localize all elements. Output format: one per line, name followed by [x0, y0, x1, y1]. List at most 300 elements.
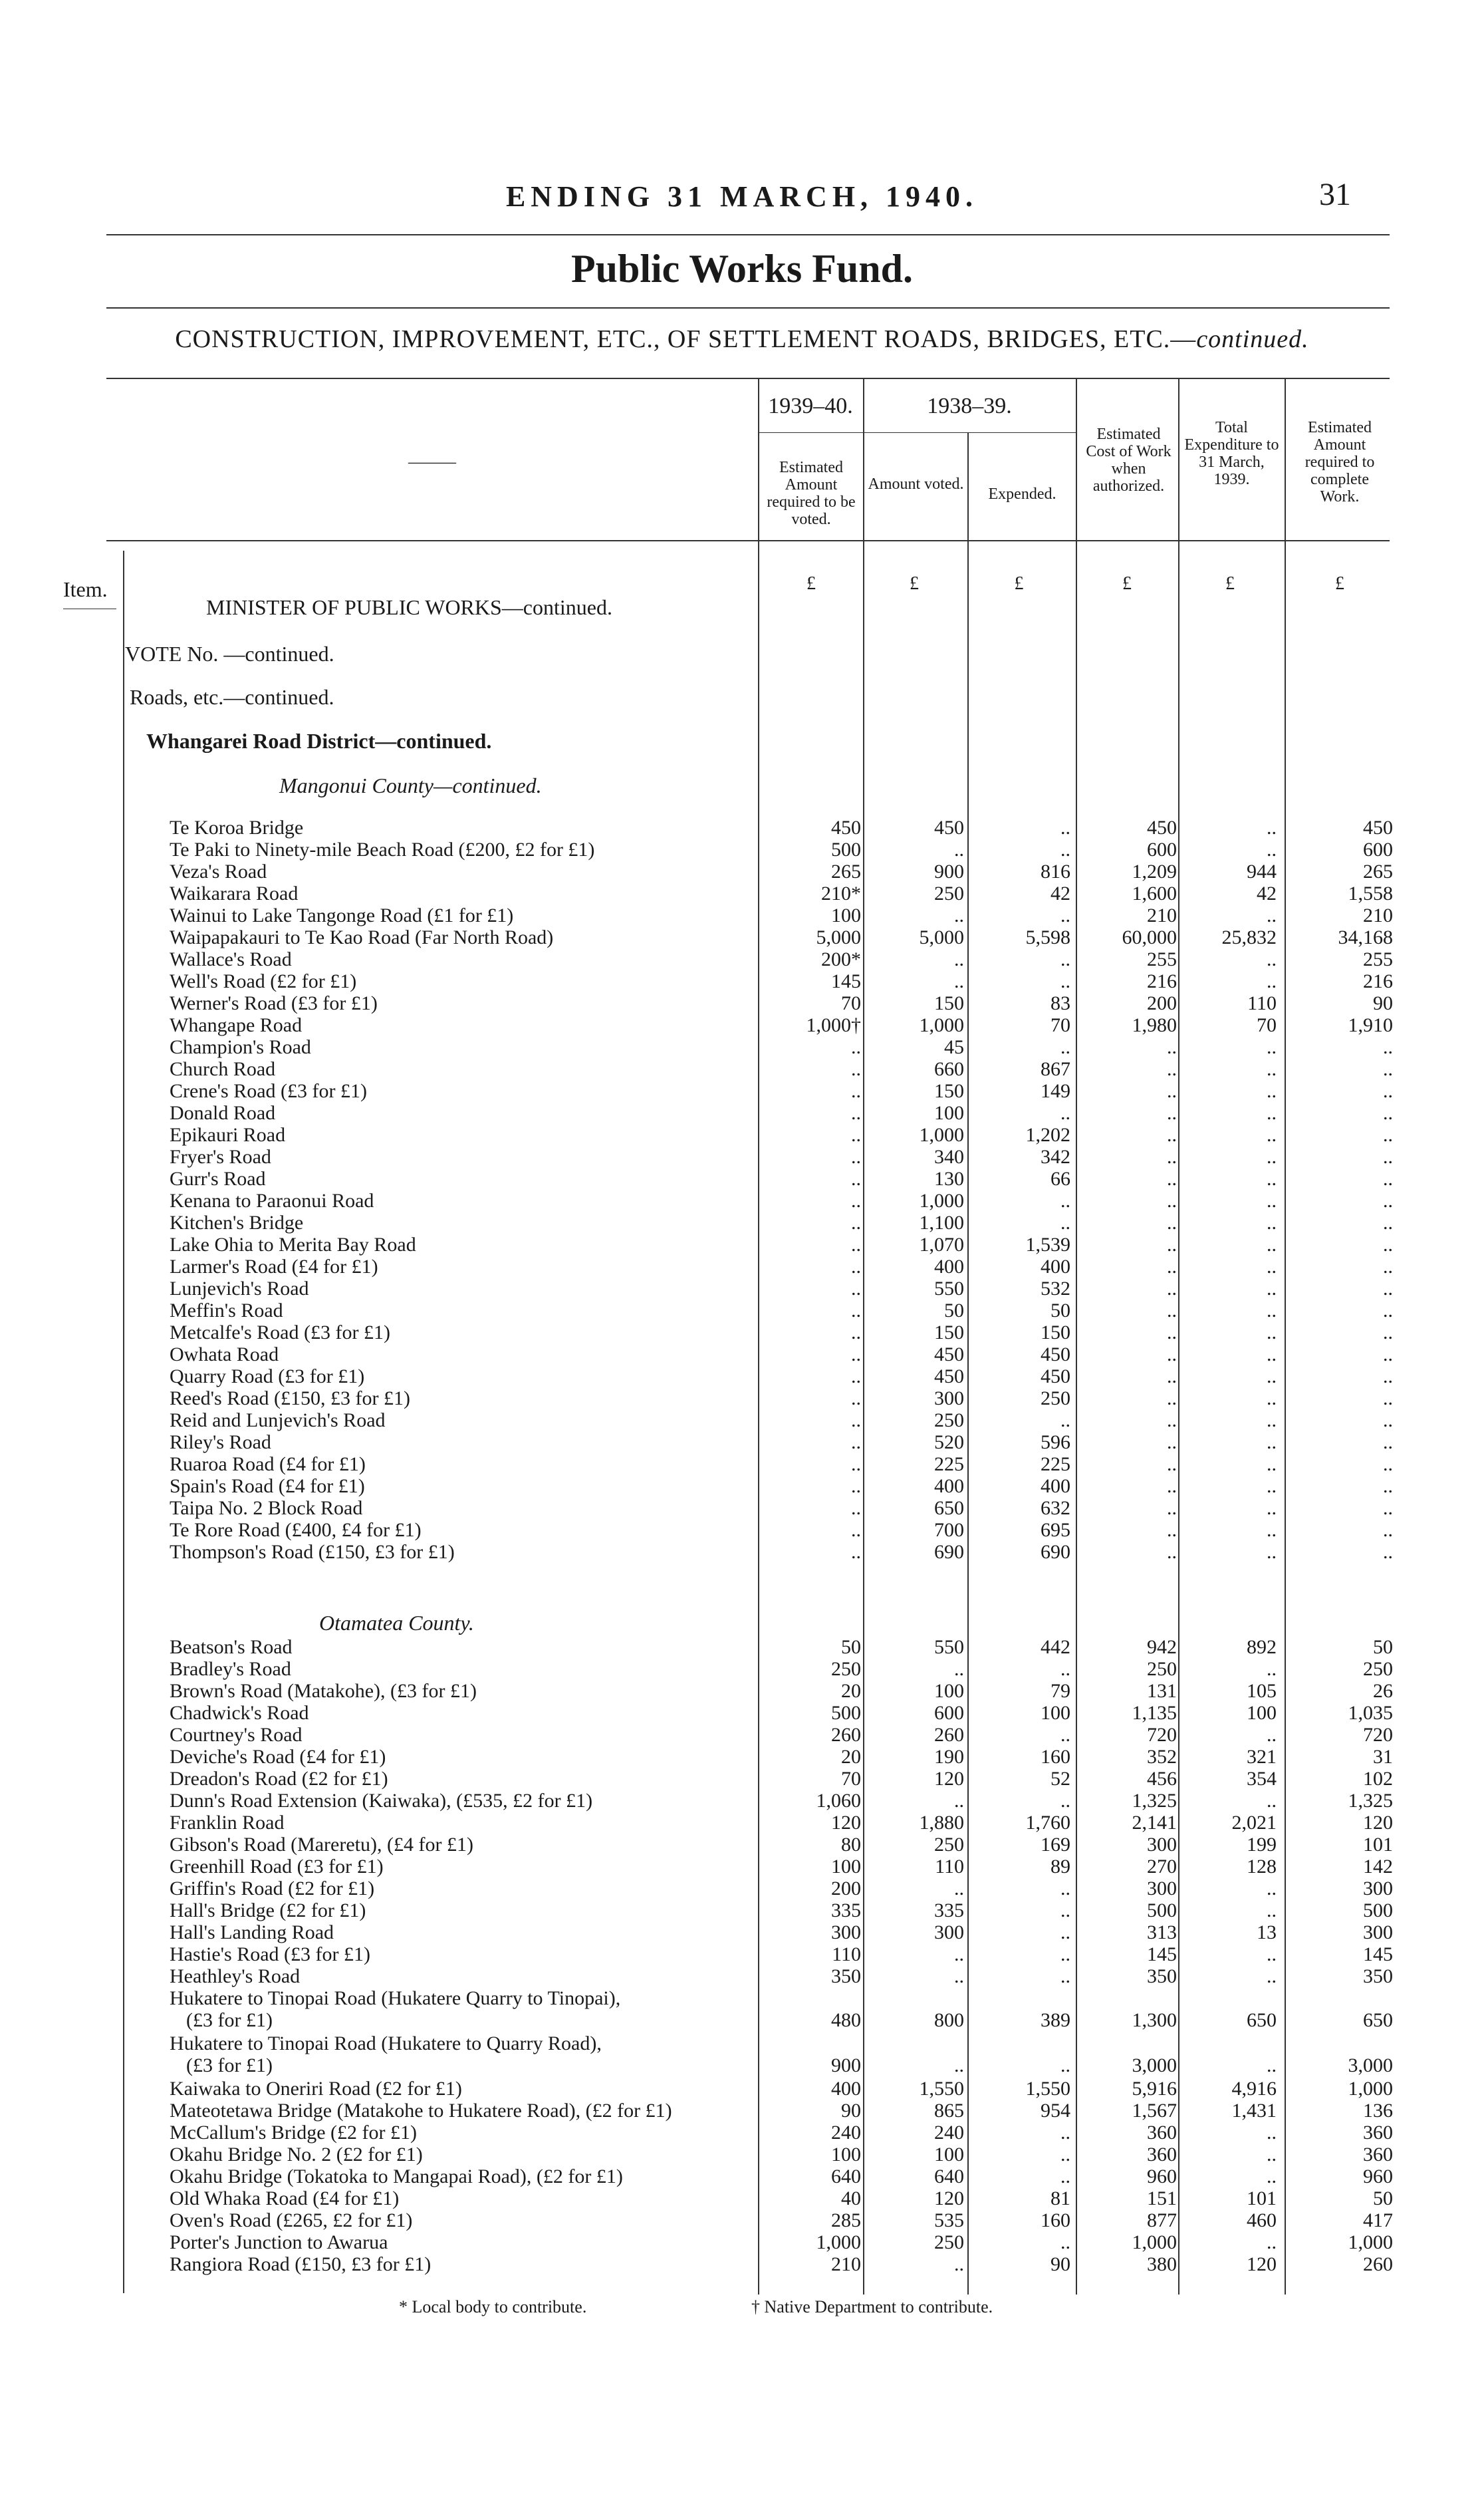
row-value: 354 [1247, 1768, 1277, 1790]
row-value: 1,100 [919, 1212, 964, 1234]
row-value: .. [1167, 1497, 1177, 1519]
col-estimated-cost: Estimated Cost of Work when authorized. [1086, 426, 1172, 495]
table-subtitle: CONSTRUCTION, IMPROVEMENT, ETC., OF SETTLEMENT ROADS, BRIDGES, ETC.—continued. [175, 325, 1309, 353]
row-value: .. [954, 948, 964, 970]
row-value: .. [1267, 1387, 1277, 1409]
row-value: 650 [1247, 2009, 1277, 2031]
row-value: .. [1267, 2054, 1277, 2076]
row-value: 300 [831, 1921, 861, 1943]
row-value: .. [851, 1541, 861, 1563]
row-value: 720 [1147, 1724, 1177, 1746]
row-value: .. [1383, 1146, 1393, 1168]
row-value: 342 [1041, 1146, 1070, 1168]
row-value: .. [1383, 1409, 1393, 1431]
row-value: .. [1383, 1102, 1393, 1124]
item-label: Item. [63, 577, 108, 601]
row-value: .. [1167, 1475, 1177, 1497]
row-label: Riley's Road [170, 1431, 271, 1453]
row-value: .. [1383, 1475, 1393, 1497]
table-row [0, 1387, 1484, 1409]
row-value: .. [1060, 2231, 1070, 2253]
table-row [0, 1168, 1484, 1190]
row-value: 250 [934, 1409, 964, 1431]
row-value: .. [1267, 1168, 1277, 1190]
row-value: .. [1060, 817, 1070, 839]
row-label: Meffin's Road [170, 1300, 283, 1322]
district-heading: Whangarei Road District—continued. [146, 729, 492, 753]
row-value: 102 [1363, 1768, 1393, 1790]
row-value: .. [1267, 817, 1277, 839]
row-value: 1,325 [1348, 1790, 1393, 1812]
row-value: 100 [934, 2144, 964, 2165]
row-label: Dreadon's Road (£2 for £1) [170, 1768, 388, 1790]
row-value: 70 [1051, 1014, 1070, 1036]
row-value: 3,000 [1348, 2054, 1393, 2076]
row-value: .. [1060, 1921, 1070, 1943]
row-value: 650 [934, 1497, 964, 1519]
row-label: Church Road [170, 1058, 276, 1080]
table-row [0, 1212, 1484, 1234]
row-value: 265 [1363, 861, 1393, 883]
table-row [0, 970, 1484, 992]
row-value: 100 [831, 905, 861, 926]
row-value: 240 [831, 2122, 861, 2144]
row-value: 1,202 [1025, 1124, 1070, 1146]
row-value: 1,980 [1132, 1014, 1177, 1036]
row-value: .. [1167, 1146, 1177, 1168]
row-value: .. [1267, 1256, 1277, 1278]
row-value: .. [1267, 1431, 1277, 1453]
row-value: .. [1060, 1899, 1070, 1921]
row-value: 66 [1051, 1168, 1070, 1190]
row-label: Lake Ohia to Merita Bay Road [170, 1234, 416, 1256]
row-value: .. [851, 1409, 861, 1431]
row-value: 100 [1247, 1702, 1277, 1724]
table-row [0, 1343, 1484, 1365]
row-label: McCallum's Bridge (£2 for £1) [170, 2122, 418, 2144]
row-value: 1,760 [1025, 1812, 1070, 1834]
row-value: 200* [821, 948, 861, 970]
row-value: 300 [934, 1921, 964, 1943]
row-value: .. [1383, 1431, 1393, 1453]
row-value: 5,598 [1025, 926, 1070, 948]
table-row [0, 1453, 1484, 1475]
row-value: 50 [1051, 1300, 1070, 1322]
row-value: 210 [1147, 905, 1177, 926]
row-value: .. [1267, 1036, 1277, 1058]
row-value: 199 [1247, 1834, 1277, 1856]
row-value: 400 [831, 2078, 861, 2100]
row-value: .. [1267, 1658, 1277, 1680]
row-value: 535 [934, 2209, 964, 2231]
row-value: 800 [934, 2009, 964, 2031]
row-value: .. [1383, 1058, 1393, 1080]
row-value: .. [851, 1102, 861, 1124]
row-value: 300 [934, 1387, 964, 1409]
row-label: Quarry Road (£3 for £1) [170, 1365, 365, 1387]
row-value: .. [954, 2054, 964, 2076]
pound-sign: £ [1014, 573, 1024, 594]
row-value: 456 [1147, 1768, 1177, 1790]
row-label: Te Rore Road (£400, £4 for £1) [170, 1519, 422, 1541]
row-value: 944 [1247, 861, 1277, 883]
row-label: Reed's Road (£150, £3 for £1) [170, 1387, 411, 1409]
row-value: 110 [935, 1856, 964, 1878]
row-value: 865 [934, 2100, 964, 2122]
row-value: 1,000 [919, 1014, 964, 1036]
row-value: 380 [1147, 2253, 1177, 2275]
row-value: 500 [831, 839, 861, 861]
table-row [0, 1190, 1484, 1212]
table-row [0, 1278, 1484, 1300]
row-label: Lunjevich's Road [170, 1278, 309, 1300]
row-value: .. [1060, 1965, 1070, 1987]
row-value: .. [1060, 1943, 1070, 1965]
row-value: 1,550 [1025, 2078, 1070, 2100]
row-value: .. [851, 1322, 861, 1343]
table-row [0, 2187, 1484, 2209]
row-value: 877 [1147, 2209, 1177, 2231]
row-label: Heathley's Road [170, 1965, 301, 1987]
row-value: 80 [841, 1834, 861, 1856]
row-value: .. [1167, 1541, 1177, 1563]
row-value: .. [1060, 1790, 1070, 1812]
row-value: .. [1167, 1036, 1177, 1058]
row-value: 150 [1041, 1322, 1070, 1343]
table-row [0, 1036, 1484, 1058]
table-row [0, 839, 1484, 861]
row-value: 90 [841, 2100, 861, 2122]
row-value: 100 [934, 1102, 964, 1124]
row-label: Hall's Landing Road [170, 1921, 334, 1943]
row-label: Fryer's Road [170, 1146, 271, 1168]
row-value: .. [1060, 1724, 1070, 1746]
row-label: Mateotetawa Bridge (Matakohe to Hukatere Road), (£2 for £1) [170, 2100, 672, 2122]
row-value: .. [1060, 905, 1070, 926]
row-label: Whangape Road [170, 1014, 303, 1036]
row-value: 700 [934, 1519, 964, 1541]
pound-sign: £ [1122, 573, 1132, 594]
row-value: 250 [831, 1658, 861, 1680]
row-value: 600 [934, 1702, 964, 1724]
row-value: 1,209 [1132, 861, 1177, 883]
row-value: .. [1167, 1190, 1177, 1212]
row-value: 160 [1041, 1746, 1070, 1768]
table-row [0, 2209, 1484, 2231]
row-value: 100 [1041, 1702, 1070, 1724]
row-value: .. [1267, 1300, 1277, 1322]
row-value: 250 [934, 883, 964, 905]
row-label: Thompson's Road (£150, £3 for £1) [170, 1541, 455, 1563]
row-value: 300 [1147, 1878, 1177, 1899]
table-row [0, 905, 1484, 926]
row-value: .. [1060, 970, 1070, 992]
row-label: Owhata Road [170, 1343, 279, 1365]
row-value: 105 [1247, 1680, 1277, 1702]
table-row [0, 992, 1484, 1014]
row-value: 81 [1051, 2187, 1070, 2209]
year-1939-40: 1939–40. [768, 394, 853, 418]
county-mangonui-heading: Mangonui County—continued. [279, 773, 542, 797]
row-value: .. [1267, 1497, 1277, 1519]
row-value: .. [1267, 1212, 1277, 1234]
row-value: 145 [831, 970, 861, 992]
row-value: 450 [1363, 817, 1393, 839]
row-value: .. [851, 1431, 861, 1453]
row-value: 5,916 [1132, 2078, 1177, 2100]
row-value: .. [1167, 1278, 1177, 1300]
table-row [0, 1300, 1484, 1322]
row-value: .. [1167, 1124, 1177, 1146]
year-rule [758, 432, 1076, 433]
row-value: .. [954, 1943, 964, 1965]
row-value: 250 [934, 1834, 964, 1856]
row-value: .. [851, 1212, 861, 1234]
table-row [0, 1234, 1484, 1256]
row-value: .. [1383, 1453, 1393, 1475]
table-row [0, 1790, 1484, 1812]
row-value: 225 [934, 1453, 964, 1475]
row-value: .. [1267, 839, 1277, 861]
row-value: .. [1383, 1343, 1393, 1365]
row-value: 210 [1363, 905, 1393, 926]
row-value: .. [1167, 1409, 1177, 1431]
row-label: Courtney's Road [170, 1724, 303, 1746]
row-value: .. [1167, 1431, 1177, 1453]
row-value: 131 [1147, 1680, 1177, 1702]
row-value: 1,035 [1348, 1702, 1393, 1724]
vote-heading: VOTE No. —continued. [125, 642, 334, 666]
footnote-local-body: * Local body to contribute. [399, 2297, 587, 2316]
row-value: .. [1060, 2144, 1070, 2165]
row-value: 1,300 [1132, 2009, 1177, 2031]
row-value: .. [1383, 1036, 1393, 1058]
row-label: Hukatere to Tinopai Road (Hukatere to Quarry Road), (£3 for £1) [170, 2032, 602, 2076]
row-value: 1,000 [1348, 2078, 1393, 2100]
pound-sign: £ [806, 573, 816, 594]
row-value: 340 [934, 1146, 964, 1168]
row-value: 816 [1041, 861, 1070, 883]
row-value: 450 [831, 817, 861, 839]
row-value: .. [851, 1036, 861, 1058]
row-value: .. [1267, 1409, 1277, 1431]
table-row [0, 1475, 1484, 1497]
row-value: .. [1167, 1322, 1177, 1343]
row-value: .. [851, 1146, 861, 1168]
row-value: .. [1167, 1300, 1177, 1322]
row-value: 145 [1363, 1943, 1393, 1965]
row-value: 600 [1363, 839, 1393, 861]
row-value: 216 [1147, 970, 1177, 992]
row-label: Crene's Road (£3 for £1) [170, 1080, 367, 1102]
table-row [0, 948, 1484, 970]
col-expended: Expended. [988, 486, 1056, 503]
row-label: Wallace's Road [170, 948, 292, 970]
row-value: .. [851, 1497, 861, 1519]
header-bottom-rule [106, 540, 1390, 541]
row-value: 1,325 [1132, 1790, 1177, 1812]
row-label: Donald Road [170, 1102, 276, 1124]
row-value: .. [954, 970, 964, 992]
pound-sign: £ [1335, 573, 1344, 594]
table-row [0, 861, 1484, 883]
row-value: .. [1267, 1453, 1277, 1475]
row-value: .. [851, 1058, 861, 1080]
row-value: 450 [1041, 1343, 1070, 1365]
row-value: .. [851, 1387, 861, 1409]
row-label: Okahu Bridge No. 2 (£2 for £1) [170, 2144, 423, 2165]
table-row [0, 1965, 1484, 1987]
row-value: 460 [1247, 2209, 1277, 2231]
row-value: 450 [934, 817, 964, 839]
row-value: 350 [831, 1965, 861, 1987]
row-value: .. [1267, 970, 1277, 992]
row-value: 5,000 [816, 926, 861, 948]
row-value: 25,832 [1221, 926, 1277, 948]
row-value: .. [1267, 1943, 1277, 1965]
row-value: 400 [934, 1475, 964, 1497]
page-number: 31 [1319, 177, 1351, 212]
row-value: 70 [841, 1768, 861, 1790]
row-value: .. [851, 1453, 861, 1475]
row-value: 200 [1147, 992, 1177, 1014]
row-value: 900 [831, 2054, 861, 2076]
fund-title: Public Works Fund. [570, 247, 914, 291]
row-value: 120 [831, 1812, 861, 1834]
row-value: 255 [1363, 948, 1393, 970]
col-estimated-complete: Estimated Amount required to complete Work. [1304, 419, 1375, 505]
row-label: Epikauri Road [170, 1124, 286, 1146]
row-value: 352 [1147, 1746, 1177, 1768]
row-value: 100 [934, 1680, 964, 1702]
row-value: 260 [1363, 2253, 1393, 2275]
table-row [0, 1878, 1484, 1899]
row-value: 255 [1147, 948, 1177, 970]
row-value: .. [851, 1080, 861, 1102]
row-value: 250 [934, 2231, 964, 2253]
row-value: .. [851, 1300, 861, 1322]
row-label: Metcalfe's Road (£3 for £1) [170, 1322, 390, 1343]
row-value: .. [1383, 1519, 1393, 1541]
row-value: 360 [1363, 2122, 1393, 2144]
row-value: 120 [1363, 1812, 1393, 1834]
table-row [0, 1987, 1484, 2031]
row-value: .. [1267, 2231, 1277, 2253]
row-value: 90 [1373, 992, 1393, 1014]
row-value: .. [954, 1965, 964, 1987]
row-label: Ruaroa Road (£4 for £1) [170, 1453, 366, 1475]
row-value: 2,141 [1132, 1812, 1177, 1834]
row-value: 34,168 [1338, 926, 1393, 948]
table-row [0, 1431, 1484, 1453]
row-value: .. [851, 1256, 861, 1278]
row-value: 90 [1051, 2253, 1070, 2275]
row-value: 13 [1257, 1921, 1277, 1943]
table-row [0, 1702, 1484, 1724]
row-value: .. [1167, 1058, 1177, 1080]
row-value: 1,431 [1231, 2100, 1277, 2122]
row-value: .. [1060, 1102, 1070, 1124]
table-row [0, 2078, 1484, 2100]
row-value: .. [1267, 948, 1277, 970]
table-row [0, 1497, 1484, 1519]
table-row [0, 2165, 1484, 2187]
row-value: .. [1383, 1365, 1393, 1387]
table-row [0, 1856, 1484, 1878]
table-row [0, 1080, 1484, 1102]
row-value: 150 [934, 1080, 964, 1102]
row-value: 720 [1363, 1724, 1393, 1746]
row-value: 250 [1147, 1658, 1177, 1680]
row-value: 265 [831, 861, 861, 883]
row-value: 1,600 [1132, 883, 1177, 905]
row-value: 210 [831, 2253, 861, 2275]
row-value: .. [1383, 1387, 1393, 1409]
row-label: Well's Road (£2 for £1) [170, 970, 357, 992]
row-value: 42 [1051, 883, 1070, 905]
row-value: 260 [934, 1724, 964, 1746]
running-title: ENDING 31 MARCH, 1940. [505, 180, 979, 213]
footnote-native-dept: † Native Department to contribute. [751, 2297, 993, 2316]
county-otamatea-heading: Otamatea County. [319, 1611, 474, 1635]
table-row [0, 1146, 1484, 1168]
row-value: 360 [1147, 2122, 1177, 2144]
row-value: 270 [1147, 1856, 1177, 1878]
row-value: .. [1383, 1124, 1393, 1146]
table-row [0, 1365, 1484, 1387]
row-value: .. [1267, 1322, 1277, 1343]
table-row [0, 2100, 1484, 2122]
row-value: .. [1267, 1234, 1277, 1256]
row-value: .. [954, 905, 964, 926]
row-value: 520 [934, 1431, 964, 1453]
row-value: 1,000 [1348, 2231, 1393, 2253]
row-value: 150 [934, 1322, 964, 1343]
row-value: 300 [1363, 1921, 1393, 1943]
row-value: 101 [1247, 2187, 1277, 2209]
row-value: .. [851, 1278, 861, 1300]
row-value: 313 [1147, 1921, 1177, 1943]
row-value: 250 [1041, 1387, 1070, 1409]
row-value: 151 [1147, 2187, 1177, 2209]
row-label: Reid and Lunjevich's Road [170, 1409, 386, 1431]
row-value: .. [1267, 905, 1277, 926]
row-value: 550 [934, 1278, 964, 1300]
row-value: 160 [1041, 2209, 1070, 2231]
row-value: 596 [1041, 1431, 1070, 1453]
row-value: 31 [1373, 1746, 1393, 1768]
row-value: 240 [934, 2122, 964, 2144]
minister-heading: MINISTER OF PUBLIC WORKS—continued. [206, 595, 612, 619]
row-label: Brown's Road (Matakohe), (£3 for £1) [170, 1680, 477, 1702]
row-value: .. [1383, 1256, 1393, 1278]
table-row [0, 1680, 1484, 1702]
row-value: 1,910 [1348, 1014, 1393, 1036]
table-row [0, 1899, 1484, 1921]
row-value: 210* [821, 883, 861, 905]
row-value: 1,000 [1132, 2231, 1177, 2253]
row-value: 400 [934, 1256, 964, 1278]
row-value: 169 [1041, 1834, 1070, 1856]
row-value: 200 [831, 1878, 861, 1899]
table-row [0, 1256, 1484, 1278]
row-label: Rangiora Road (£150, £3 for £1) [170, 2253, 432, 2275]
table-row [0, 1768, 1484, 1790]
year-1938-39: 1938–39. [927, 394, 1012, 418]
row-value: .. [954, 1878, 964, 1899]
pound-sign: £ [1225, 573, 1235, 594]
row-value: .. [1267, 1790, 1277, 1812]
